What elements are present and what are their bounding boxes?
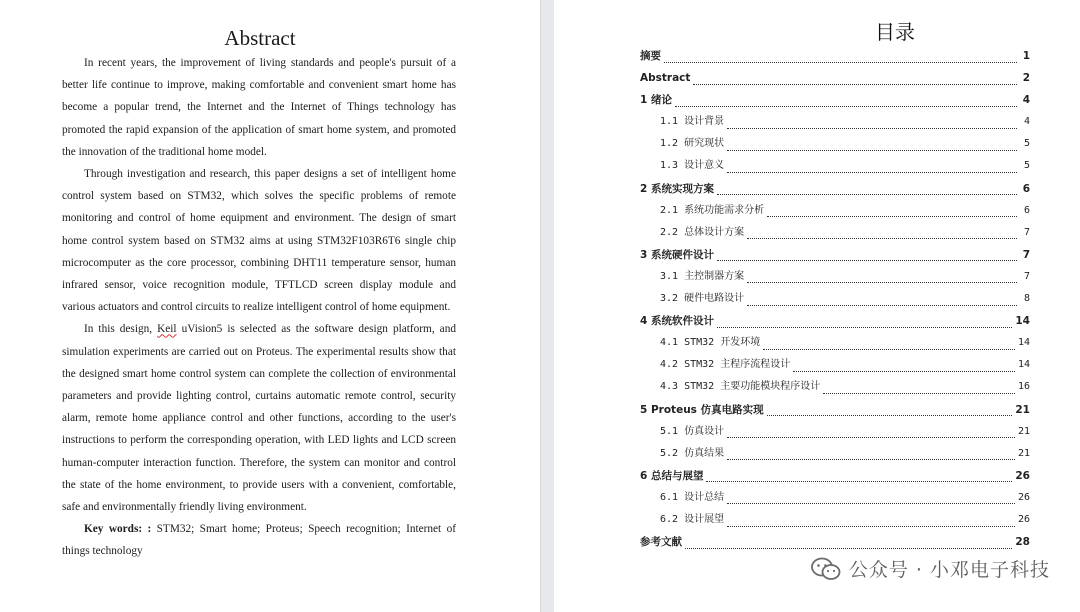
toc-entry-label: 5.1 仿真设计 (660, 425, 725, 437)
toc-entry-label: 1.3 设计意义 (660, 160, 725, 172)
toc-entry-label: 6.2 设计展望 (660, 513, 725, 525)
toc-entry-page: 26 (1015, 469, 1030, 482)
toc-entry-page: 28 (1015, 536, 1030, 549)
toc-entry-label: 2.1 系统功能需求分析 (660, 204, 765, 216)
toc-leader-dots (727, 495, 1015, 504)
toc-entry[interactable] (640, 531, 1030, 553)
toc-entry-label: 2 系统实现方案 (640, 182, 714, 195)
toc-entry-label: 5.2 仿真结果 (660, 447, 725, 459)
toc-entry[interactable] (640, 465, 1030, 487)
toc-leader-dots (793, 363, 1015, 372)
toc-leader-dots (747, 230, 1017, 239)
toc-leader-dots (675, 98, 1017, 107)
toc-leader-dots (717, 252, 1017, 261)
watermark-text: 公众号 · 小邓电子科技 (848, 559, 1050, 581)
toc-entry-page: 21 (1015, 403, 1030, 416)
toc-entry-page: 2 (1022, 72, 1030, 85)
abstract-paragraph: Through investigation and research, this paper designs a set of intelligent home control system based on STM32, which solves the specific problems of remote monitoring and control of home equipment and environment. The design of smart home control system based on STM32 aims at using STM32F103R6T6 single chip microcomputer as the core processor, combining DHT11 temperature sensor, human infrared sensor, voice recognition module, TFTLCD screen display module and various actuators and control circuits to realize intelligent control of home equipment. (62, 168, 456, 314)
toc-entry-page: 8 (1023, 293, 1030, 305)
toc-entry-page: 26 (1017, 513, 1030, 525)
toc-leader-dots (717, 186, 1017, 195)
toc-entry-page: 6 (1022, 182, 1030, 195)
abstract-text: uVision5 is selected as the software design platform, and simulation experiments are carried out on Proteus. The experimental results show that the designed smart home control system can complete the collection of environmental parameters and provide lighting control, curtains automatic remote control, security alarm, remote home appliance control and other functions, according to the user's instructions to perform the corresponding operation, with LED lights and LCD screen human-computer interaction function. Therefore, the system can monitor and control the state of the home environment, to provide users with a convenient, comfortable, safe and environmentally friendly living environment. (62, 323, 456, 514)
abstract-title: Abstract (224, 26, 296, 50)
toc-leader-dots (664, 54, 1017, 63)
toc-entry-page: 4 (1023, 116, 1030, 128)
toc-entry-label: 6.1 设计总结 (660, 491, 725, 503)
keywords-text: STM32; Smart home; Proteus; Speech recognition; Internet of things technology (62, 523, 456, 558)
toc-entry-page: 21 (1017, 447, 1030, 459)
toc-entry-label: 摘要 (640, 50, 661, 62)
toc-entry[interactable] (640, 310, 1030, 332)
toc-entry-page: 14 (1017, 359, 1030, 371)
toc-entry-page: 4 (1022, 94, 1030, 107)
toc-entry[interactable] (640, 376, 1030, 398)
toc-leader-dots (706, 473, 1012, 482)
abstract-paragraph (62, 318, 456, 518)
toc-entry[interactable] (640, 133, 1030, 155)
toc-entry-label: 4 系统软件设计 (640, 315, 714, 328)
toc-leader-dots (747, 297, 1017, 306)
toc-entry[interactable] (640, 399, 1030, 421)
toc-entry-label: Abstract (640, 72, 691, 85)
toc-leader-dots (727, 120, 1017, 129)
toc-entry[interactable] (640, 67, 1030, 89)
toc-leader-dots (727, 142, 1017, 151)
toc-entry[interactable] (640, 421, 1030, 443)
toc-entry-label: 3 系统硬件设计 (640, 248, 714, 261)
toc-entry[interactable] (640, 443, 1030, 465)
toc-leader-dots (727, 429, 1015, 438)
toc-entry-label: 2.2 总体设计方案 (660, 226, 745, 238)
toc-entry-page: 14 (1015, 315, 1030, 328)
toc-entry[interactable] (640, 288, 1030, 310)
keywords-line (62, 518, 456, 562)
toc-leader-dots (717, 319, 1012, 328)
abstract-paragraph: In recent years, the improvement of living standards and people's pursuit of a better life continue to improve, making comfortable and convenient smart home has become a popular trend, the Internet and the Internet of Things technology has promoted the rapid expansion of the application of smart home system, and promoted the innovation of the traditional home model. (62, 57, 456, 158)
wechat-icon (811, 557, 841, 581)
toc-entry-page: 7 (1023, 270, 1030, 282)
toc-entry-label: 3.1 主控制器方案 (660, 270, 745, 282)
toc-entry[interactable] (640, 222, 1030, 244)
toc-leader-dots (727, 518, 1015, 527)
toc-leader-dots (693, 76, 1017, 85)
toc-page (554, 0, 1080, 612)
abstract-text: In this design, (84, 323, 158, 336)
toc-entry[interactable] (640, 200, 1030, 222)
watermark (811, 555, 1050, 582)
toc-entry[interactable] (640, 45, 1030, 67)
toc-entry-page: 16 (1017, 381, 1030, 393)
toc-entry-page: 7 (1022, 248, 1030, 261)
toc-leader-dots (823, 385, 1015, 394)
abstract-body (62, 52, 456, 563)
toc-entry-label: 1 绪论 (640, 94, 672, 107)
keywords-label: Key words: : (84, 523, 152, 536)
toc-entry-page: 1 (1022, 50, 1030, 62)
toc-entry-label: 6 总结与展望 (640, 469, 704, 482)
toc-entry-page: 21 (1017, 425, 1030, 437)
toc-entry-page: 7 (1023, 226, 1030, 238)
toc-entry[interactable] (640, 89, 1030, 111)
toc-entry[interactable] (640, 266, 1030, 288)
toc-entry-page: 6 (1023, 204, 1030, 216)
toc-entry-page: 26 (1017, 491, 1030, 503)
toc-entry-label: 3.2 硬件电路设计 (660, 293, 745, 305)
toc-entry[interactable] (640, 354, 1030, 376)
toc-entry[interactable] (640, 111, 1030, 133)
toc-entry-label: 4.3 STM32 主要功能模块程序设计 (660, 381, 821, 393)
toc-leader-dots (685, 540, 1012, 549)
toc-entry-label: 1.1 设计背景 (660, 116, 725, 128)
toc-entry[interactable] (640, 178, 1030, 200)
toc-leader-dots (747, 274, 1017, 283)
toc-entry-label: 4.1 STM32 开发环境 (660, 337, 761, 349)
toc-entry-label: 5 Proteus 仿真电路实现 (640, 403, 764, 416)
toc-entry[interactable] (640, 244, 1030, 266)
toc-title: 目录 (875, 20, 915, 44)
toc-entry[interactable] (640, 487, 1030, 509)
spellcheck-word: Keil (157, 323, 177, 336)
toc-entry[interactable] (640, 332, 1030, 354)
toc-entry-label: 1.2 研究现状 (660, 138, 725, 150)
toc-entry[interactable] (640, 155, 1030, 177)
toc-leader-dots (767, 407, 1013, 416)
toc-entry-label: 参考文献 (640, 536, 682, 549)
toc-leader-dots (727, 164, 1017, 173)
toc-entry-page: 5 (1023, 160, 1030, 172)
toc-leader-dots (767, 208, 1017, 217)
toc-leader-dots (727, 451, 1015, 460)
toc-entry-page: 5 (1023, 138, 1030, 150)
toc-entry-label: 4.2 STM32 主程序流程设计 (660, 359, 791, 371)
toc-entry-page: 14 (1017, 337, 1030, 349)
toc-list (640, 45, 1030, 553)
toc-entry[interactable] (640, 509, 1030, 531)
toc-leader-dots (763, 341, 1015, 350)
